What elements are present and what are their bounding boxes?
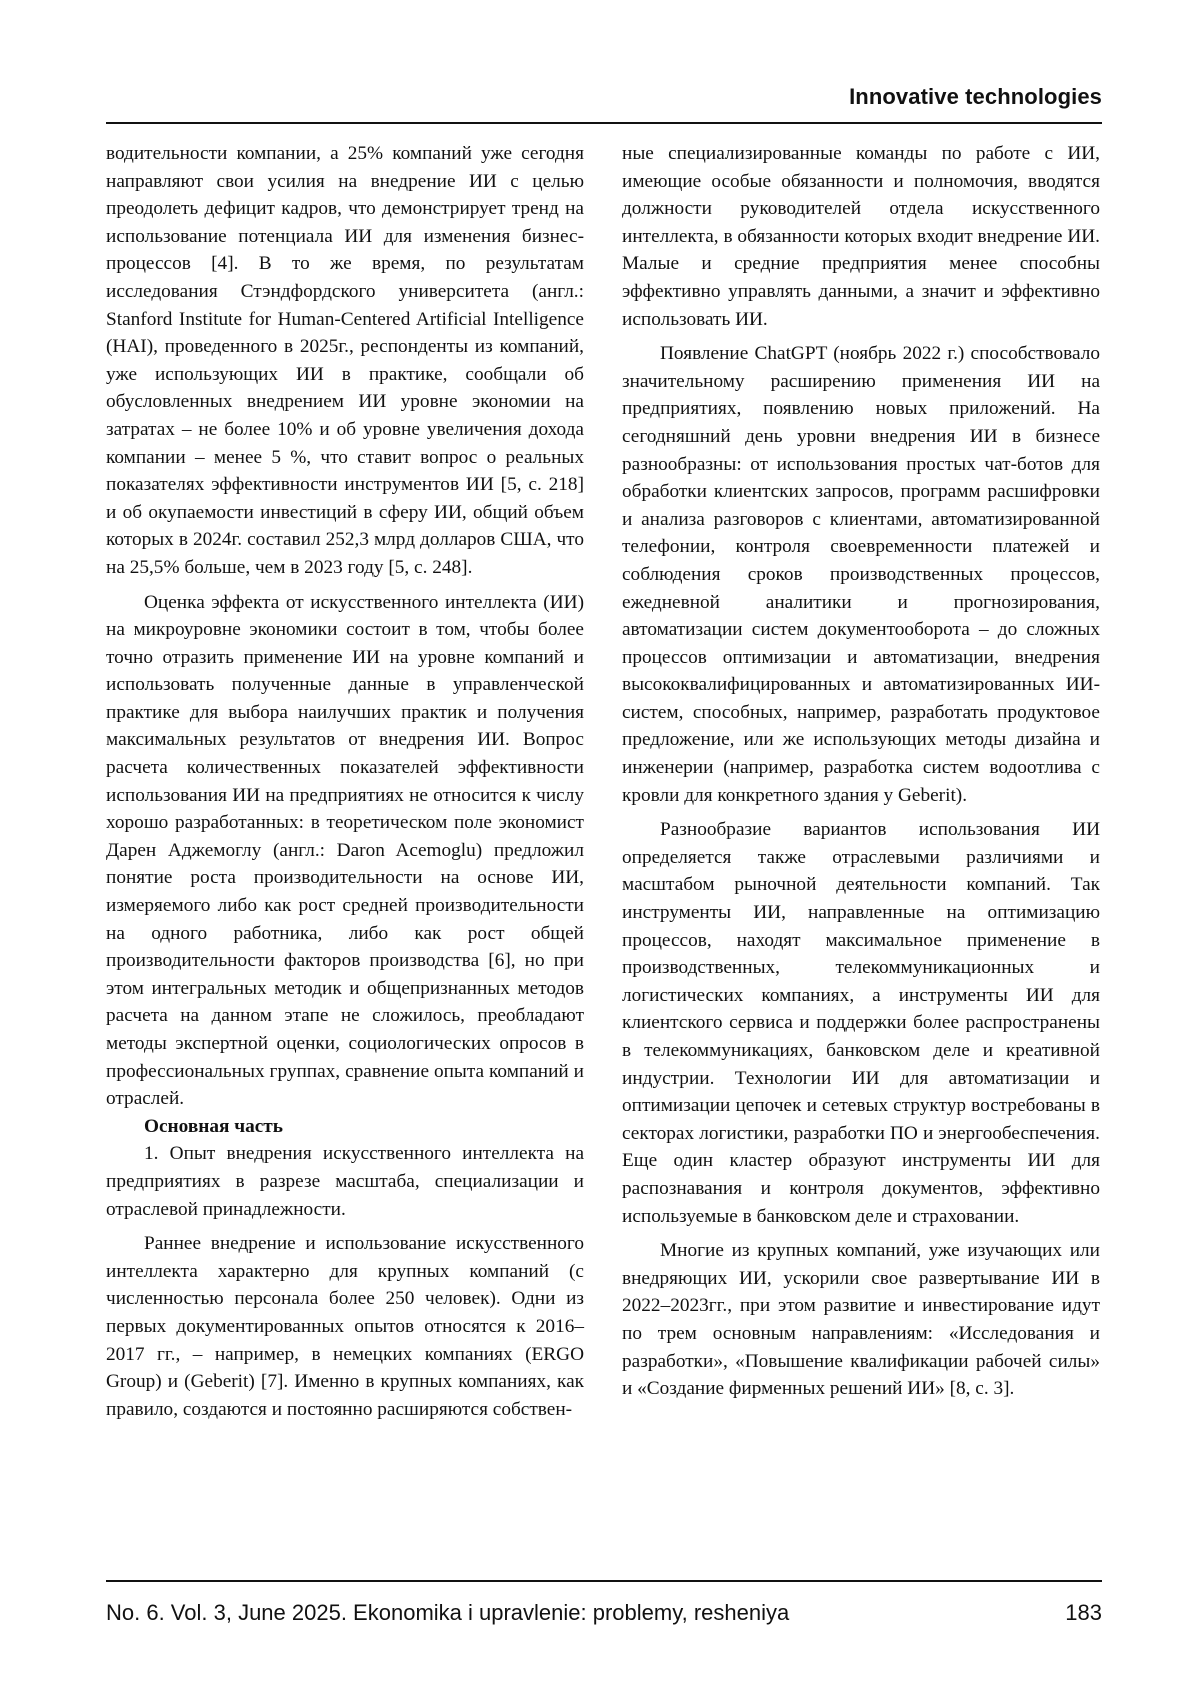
paragraph: водительности компании, а 25% компаний уже сегодня направляют свои усилия на внедрение ИИ с целью преодолеть дефицит кадров, что демонстрирует тренд на использование потенциала ИИ для изменения бизнес-процессов [4]. В то же время, по результатам исследования Стэндфордского университета (англ.: Stanford Institute for Human-Centered Artificial Intelligence (HAI), проведенного в 2025г., респонденты из компаний, уже использующих ИИ в практике, сообщали об обусловленных внедрением ИИ уровне экономии на затратах – не более 10% и об уровне увеличения дохода компании – менее 5 %, что ставит вопрос о реальных показателях эффективности инструментов ИИ [5, с. 218] и об окупаемости инвестиций в сферу ИИ, общий объем которых в 2024г. составил 252,3 млрд долларов США, что на 25,5% больше, чем в 2023 году [5, с. 248].	[106, 143, 584, 578]
paragraph: Разнообразие вариантов использования ИИ определяется также отраслевыми различиями и масштабом рыночной деятельности компаний. Так инструменты ИИ, направленные на оптимизацию процессов, находят максимальное применение в производственных, телекоммуникационных и логистических компаниях, а инструменты ИИ для клиентского сервиса и поддержки более распространены в телекоммуникациях, банковском деле и креативной индустрии. Технологии ИИ для автоматизации и оптимизации цепочек и сетевых структур востребованы в секторах логистики, разработки ПО и энергообеспечения. Еще один кластер образуют инструменты ИИ для распознавания и контроля документов, эффективно используемые в банковском деле и страховании.	[622, 819, 1100, 1227]
paragraph: Раннее внедрение и использование искусственного интеллекта характерно для крупных компаний (с численностью персонала более 250 человек). Одни из первых документированных опытов относятся к 2016–2017 гг., – например, в немецких компаниях (ERGO Group) и (Geberit) [7]. Именно в крупных компаниях, как правило, создаются и постоянно расширяются собствен-	[106, 1233, 584, 1420]
journal-citation: No. 6. Vol. 3, June 2025. Ekonomika i upravlenie: problemy, resheniya	[106, 1600, 790, 1625]
section-title: Innovative technologies	[849, 84, 1102, 109]
paragraph: Появление ChatGPT (ноябрь 2022 г.) способствовало значительному расширению применения ИИ на предприятиях, появлению новых приложений. На сегодняшний день уровни внедрения ИИ в бизнесе разнообразны: от использования простых чат-ботов для обработки клиентских запросов, программ расшифровки и анализа разговоров с клиентами, автоматизированной телефонии, контроля своевременности платежей и соблюдения сроков производственных процессов, ежедневной аналитики и прогнозирования, автоматизации систем документооборота – до сложных процессов оптимизации и автоматизации, внедрения высококвалифицированных и автоматизированных ИИ-систем, способных, например, разработать продуктовое предложение, или же использующих методы дизайна и инженерии (например, разработка систем водоотлива с кровли для конкретного здания у Geberit).	[622, 343, 1100, 806]
paragraph: Многие из крупных компаний, уже изучающих или внедряющих ИИ, ускорили свое развертывание ИИ в 2022–2023гг., при этом развитие и инвестирование идут по трем основным направлениям: «Исследования и разработки», «Повышение квалификации рабочей силы» и «Создание фирменных решений ИИ» [8, с. 3].	[622, 1240, 1100, 1400]
paragraph: ные специализированные команды по работе с ИИ, имеющие особые обязанности и полномочия, вводятся должности руководителей отдела искусственного интеллекта, в обязанности которых входит внедрение ИИ. Малые и средние предприятия менее способны эффективно управлять данными, а значит и эффективно использовать ИИ.	[622, 143, 1100, 330]
page-number: 183	[1065, 1600, 1102, 1625]
paragraph: 1. Опыт внедрения искусственного интеллекта на предприятиях в разрезе масштаба, специализации и отраслевой принадлежности.	[106, 1143, 584, 1220]
page-header	[106, 78, 1102, 124]
right-column	[622, 140, 1100, 1403]
page-footer	[106, 1580, 1102, 1625]
left-column	[106, 140, 584, 1423]
paragraph: Оценка эффекта от искусственного интеллекта (ИИ) на микроуровне экономики состоит в том, чтобы более точно отразить применение ИИ на уровне компаний и использовать полученные данные в управленческой практике для выбора наилучших практик и получения максимальных результатов от внедрения ИИ. Вопрос расчета количественных показателей эффективности использования ИИ на предприятиях не относится к числу хорошо разработанных: в теоретическом поле экономист Дарен Аджемоглу (англ.: Daron Acemoglu) предложил понятие роста производительности на основе ИИ, измеряемого либо как рост средней производительности на одного работника, либо как рост общей производительности факторов производства [6], но при этом интегральных методик и общепризнанных методов расчета на данном этапе не сложилось, преобладают методы экспертной оценки, социологических опросов в профессиональных группах, сравнение опыта компаний и отраслей.	[106, 591, 584, 1110]
section-heading: Основная часть	[144, 1115, 283, 1137]
